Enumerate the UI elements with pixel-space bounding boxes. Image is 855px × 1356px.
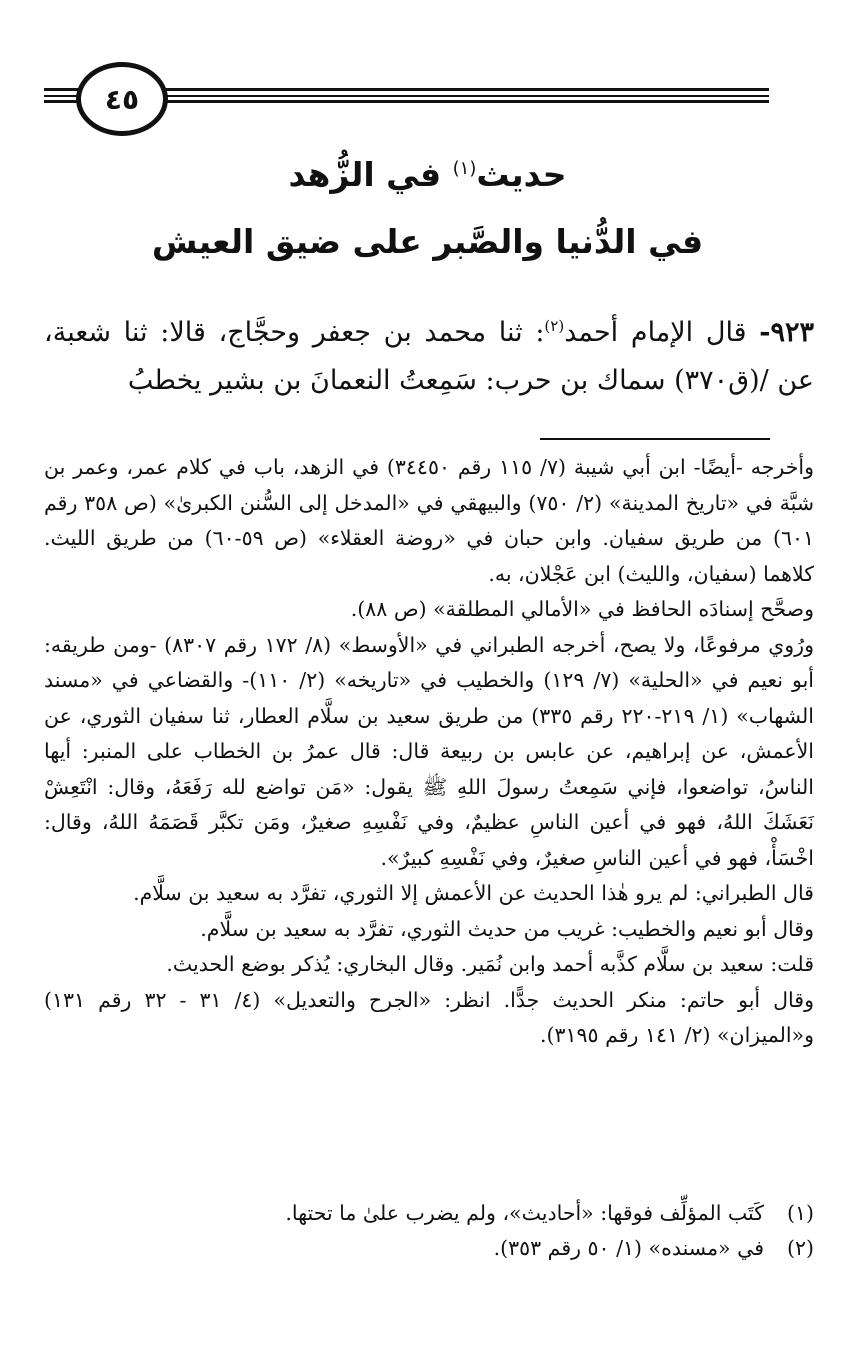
title-part-1: حديث xyxy=(476,155,567,194)
footnotes xyxy=(44,1196,814,1266)
footnote-number: (٢) xyxy=(786,1236,814,1260)
notes-block xyxy=(44,450,814,1054)
hadith-text xyxy=(44,302,814,405)
note-paragraph: وصحَّح إسنادَه الحافظ في «الأمالي المطلقة» (ص ٨٨). xyxy=(350,597,814,621)
note-paragraph: ورُوي مرفوعًا، ولا يصح، أخرجه الطبراني في «الأوسط» (٨/ ١٧٢ رقم ٨٣٠٧) -ومن طريقه: أبو نعيم في «الحلية» (٧/ ١٢٩) والخطيب في «تاريخه» (٢/ ١١٠)- والقضاعي في «مسند الشهاب» (١/ ٢١٩-٢٢٠ رقم ٣٣٥) من طريق سعيد بن سلَّام العطار، ثنا سفيان الثوري، عن الأعمش، عن إبراهيم، عن عابس بن ربيعة قال: قال عمرُ بن الخطاب على المنبر: أيها الناسُ، تواضعوا، فإني سَمِعتُ رسولَ اللهِ ﷺ يقول: «مَن تواضع لله رَفَعَهُ، وقال: انْتَعِشْ نَعَشَكَ اللهُ، فهو في أعين الناسِ عظيمٌ، وفي نَفْسِهِ صغيرٌ، ومَن تكبَّر قَصَمَهُ اللهُ، وقال: اخْسَأْ، فهو في أعين الناسِ صغيرٌ، وفي نَفْسِهِ كبيرٌ». xyxy=(44,632,814,870)
footnote-number: (١) xyxy=(786,1201,814,1225)
note-paragraph: قلت: سعيد بن سلَّام كذَّبه أحمد وابن نُمَير. وقال البخاري: يُذكر بوضع الحديث. xyxy=(166,952,814,976)
footnote-ref-2: (٢) xyxy=(544,317,565,335)
page-number: ٤٥ xyxy=(76,62,168,136)
hadith-intro: قال الإمام أحمد xyxy=(564,317,760,348)
note-paragraph: قال الطبراني: لم يرو هٰذا الحديث عن الأعمش إلا الثوري، تفرَّد به سعيد بن سلَّام. xyxy=(133,881,814,905)
footnote-item xyxy=(44,1196,814,1231)
footnote-ref-1: (١) xyxy=(452,158,477,179)
title-part-2: في الزُّهد xyxy=(288,155,453,194)
hadith-number: ٩٢٣- xyxy=(759,317,814,348)
footnote-item xyxy=(44,1231,814,1266)
note-paragraph: وقال أبو نعيم والخطيب: غريب من حديث الثوري، تفرَّد به سعيد بن سلَّام. xyxy=(200,916,814,941)
footnote-text: في «مسنده» (١/ ٥٠ رقم ٣٥٣). xyxy=(493,1236,764,1260)
page-subtitle: في الدُّنيا والصَّبر على ضيق العيش xyxy=(151,222,704,261)
page-title xyxy=(0,155,855,194)
page-header xyxy=(0,0,855,140)
footnote-text: كَتَب المؤلِّف فوقها: «أحاديث»، ولم يضرب علىٰ ما تحتها. xyxy=(285,1201,764,1225)
note-paragraph: وأخرجه -أيضًا- ابن أبي شيبة (٧/ ١١٥ رقم ٣٤٤٥٠) في الزهد، باب في كلام عمر، وعمر بن شبَّة في «تاريخ المدينة» (٢/ ٧٥٠) والبيهقي في «المدخل إلى السُّنن الكبرىٰ» (ص ٣٥٨ رقم ٦٠١) من طريق سفيان. وابن حبان في «روضة العقلاء» (ص ٥٩-٦٠) من طريق الليث. كلاهما (سفيان، والليث) ابن عَجْلان، به. xyxy=(44,455,814,586)
note-paragraph: وقال أبو حاتم: منكر الحديث جدًّا. انظر: «الجرح والتعديل» (٤/ ٣١ - ٣٢ رقم ١٣١) و«الميزان» (٢/ ١٤١ رقم ٣١٩٥). xyxy=(44,987,814,1047)
footnote-separator xyxy=(540,438,770,440)
hadith-body: : ثنا محمد بن جعفر وحجَّاج، قالا: ثنا شعبة، عن /(ق٣٧٠) سماك بن حرب: سَمِعتُ النعمانَ بن بشير يخطبُ xyxy=(44,317,814,396)
